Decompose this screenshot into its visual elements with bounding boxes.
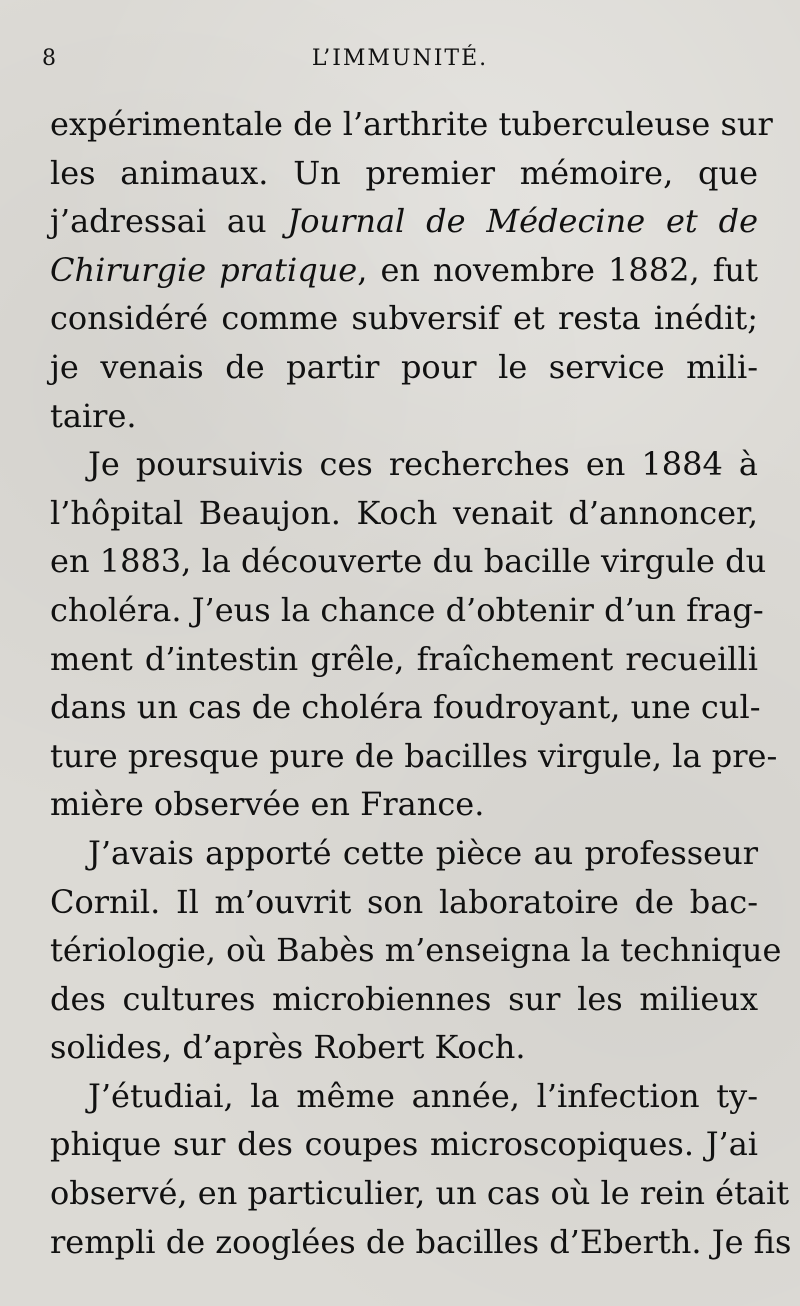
text-line <box>50 1218 792 1267</box>
text-segment: J’étudiai, la même année, l’infection ty- <box>88 1076 758 1115</box>
text-segment: j’adressai au <box>50 202 288 241</box>
text-segment: tériologie, où Babès m’enseigna la technique <box>50 931 782 970</box>
italic-text: Journal de Médecine et de <box>287 202 758 241</box>
text-segment: J’avais apporté cette pièce au professeur <box>88 833 758 872</box>
text-segment: rempli de zooglées de bacilles d’Eberth. Je fis <box>50 1222 792 1261</box>
text-line <box>50 1120 758 1169</box>
text-segment: Cornil. Il m’ouvrit son laboratoire de bac- <box>50 882 758 921</box>
text-line <box>50 392 758 441</box>
text-segment: taire. <box>50 396 137 435</box>
text-segment: solides, d’après Robert Koch. <box>50 1028 526 1067</box>
text-segment: mière observée en France. <box>50 785 485 824</box>
italic-text: Chirurgie pratique <box>50 250 358 289</box>
text-line <box>50 343 758 392</box>
text-line <box>50 635 758 684</box>
text-line <box>50 683 761 732</box>
text-line <box>50 1072 758 1121</box>
text-line <box>50 926 782 975</box>
text-line <box>50 294 758 343</box>
text-segment: ture presque pure de bacilles virgule, la pre- <box>50 736 778 775</box>
text-line <box>50 975 758 1024</box>
body-text <box>50 100 792 1266</box>
text-line <box>50 829 758 878</box>
text-segment: considéré comme subversif et resta inédit; <box>50 299 758 338</box>
text-segment: en 1883, la découverte du bacille virgule du <box>50 542 767 581</box>
text-segment: des cultures microbiennes sur les milieux <box>50 979 758 1018</box>
text-segment: ment d’intestin grêle, fraîchement recueilli <box>50 639 758 678</box>
text-segment: observé, en particulier, un cas où le rein était <box>50 1174 790 1213</box>
text-segment: dans un cas de choléra foudroyant, une cul- <box>50 688 761 727</box>
text-segment: phique sur des coupes microscopiques. J’ai <box>50 1125 758 1164</box>
text-segment: expérimentale de l’arthrite tuberculeuse sur <box>50 105 773 143</box>
text-line <box>50 537 767 586</box>
running-title: L’IMMUNITÉ. <box>311 46 489 71</box>
text-segment: les animaux. Un premier mémoire, que <box>50 153 758 192</box>
text-segment: , en novembre 1882, fut <box>357 250 758 289</box>
text-segment: Je poursuivis ces recherches en 1884 à <box>88 445 758 484</box>
text-line <box>50 586 764 635</box>
text-segment: choléra. J’eus la chance d’obtenir d’un frag- <box>50 590 764 629</box>
text-line <box>50 732 778 781</box>
text-segment: je venais de partir pour le service mili- <box>50 347 758 386</box>
text-line <box>50 878 758 927</box>
text-line <box>50 197 758 246</box>
text-line <box>50 780 758 829</box>
text-line <box>50 440 758 489</box>
page-number: 8 <box>42 46 56 71</box>
text-line <box>50 1023 758 1072</box>
text-line <box>50 1169 790 1218</box>
text-line <box>50 489 758 538</box>
text-line <box>50 100 773 149</box>
text-line <box>50 149 758 198</box>
running-head <box>0 44 800 74</box>
text-segment: l’hôpital Beaujon. Koch venait d’annoncer, <box>50 493 758 532</box>
text-line <box>50 246 758 295</box>
